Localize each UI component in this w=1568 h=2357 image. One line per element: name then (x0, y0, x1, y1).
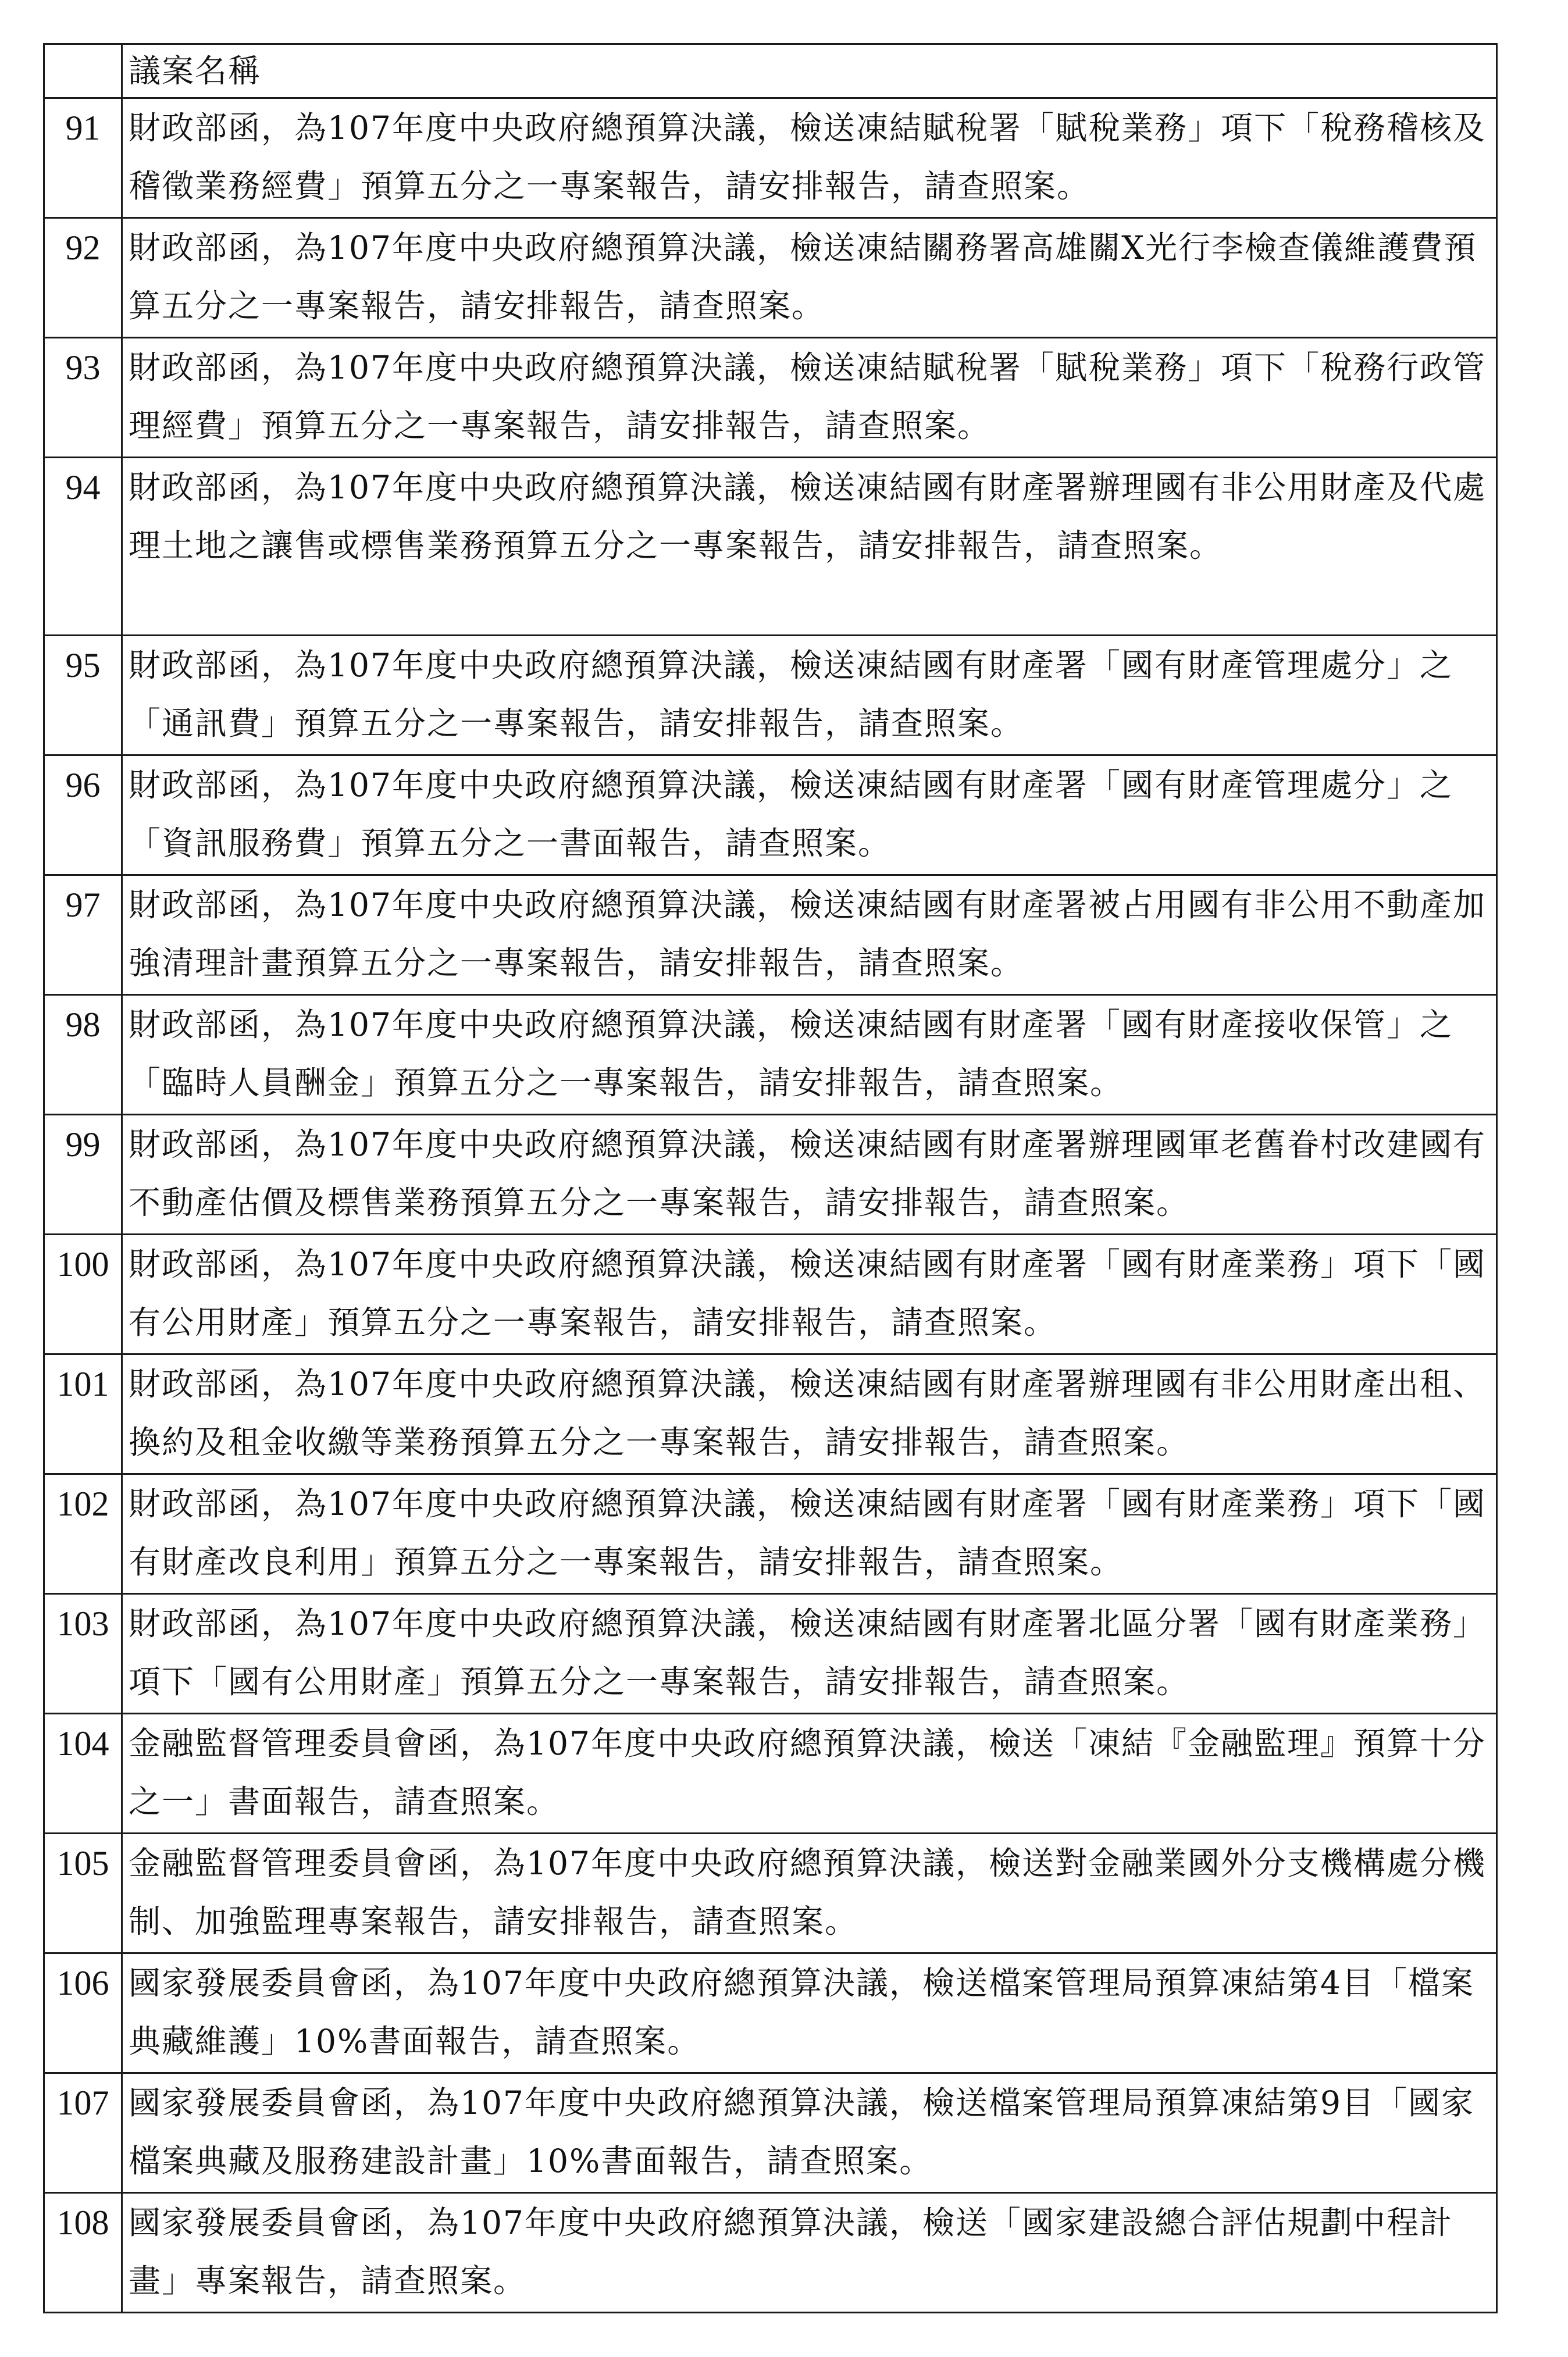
row-number: 103 (56, 1604, 109, 1643)
row-number: 94 (65, 468, 101, 507)
header-title-cell (122, 44, 1497, 98)
row-number: 93 (65, 348, 101, 387)
row-number-cell (44, 1714, 122, 1834)
row-title-cell (122, 218, 1497, 338)
row-number-cell (44, 1235, 122, 1354)
row-title-cell (122, 1115, 1497, 1235)
row-title: 金融監督管理委員會函，為107年度中央政府總預算決議，檢送「凍結『金融監理』預算十分之一」書面報告，請查照案。 (129, 1725, 1486, 1820)
row-title-cell (122, 1235, 1497, 1354)
row-title-cell (122, 995, 1497, 1115)
table-row (44, 1834, 1497, 1953)
row-number: 98 (65, 1005, 101, 1044)
row-number-cell (44, 1834, 122, 1953)
row-number-cell (44, 1474, 122, 1594)
table-row (44, 1235, 1497, 1354)
row-title: 財政部函，為107年度中央政府總預算決議，檢送凍結國有財產署「國有財產接收保管」之「臨時人員酬金」預算五分之一專案報告，請安排報告，請查照案。 (129, 1006, 1453, 1101)
row-number-cell (44, 755, 122, 875)
row-number-cell (44, 1953, 122, 2073)
table-row (44, 1714, 1497, 1834)
row-title: 財政部函，為107年度中央政府總預算決議，檢送凍結國有財產署「國有財產管理處分」之「通訊費」預算五分之一專案報告，請安排報告，請查照案。 (129, 647, 1453, 742)
row-number: 92 (65, 229, 101, 267)
table-row (44, 218, 1497, 338)
table-row (44, 2073, 1497, 2193)
row-title: 國家發展委員會函，為107年度中央政府總預算決議，檢送「國家建設總合評估規劃中程計畫」專案報告，請查照案。 (129, 2204, 1453, 2299)
table-row (44, 1354, 1497, 1474)
row-title: 財政部函，為107年度中央政府總預算決議，檢送凍結國有財產署辦理國有非公用財產出租、換約及租金收繳等業務預算五分之一專案報告，請安排報告，請查照案。 (129, 1365, 1486, 1461)
row-title: 財政部函，為107年度中央政府總預算決議，檢送凍結國有財產署辦理國有非公用財產及代處理土地之讓售或標售業務預算五分之一專案報告，請安排報告，請查照案。 (129, 469, 1486, 564)
row-number-cell (44, 995, 122, 1115)
table-row (44, 458, 1497, 636)
row-title-cell (122, 1714, 1497, 1834)
row-number-cell (44, 636, 122, 755)
row-number: 96 (65, 766, 101, 804)
row-number: 97 (65, 886, 101, 924)
table-row (44, 1953, 1497, 2073)
row-number-cell (44, 875, 122, 995)
table-row (44, 98, 1497, 218)
row-title-cell (122, 1594, 1497, 1714)
table-row (44, 1594, 1497, 1714)
row-number: 107 (56, 2084, 109, 2122)
row-number-cell (44, 1594, 122, 1714)
table-row (44, 1474, 1497, 1594)
row-number: 106 (56, 1964, 109, 2002)
row-title: 國家發展委員會函，為107年度中央政府總預算決議，檢送檔案管理局預算凍結第9目「國家檔案典藏及服務建設計畫」10%書面報告，請查照案。 (129, 2084, 1474, 2180)
row-number-cell (44, 1115, 122, 1235)
table-row (44, 338, 1497, 458)
table-row (44, 636, 1497, 755)
row-number: 104 (56, 1724, 109, 1763)
row-number-cell (44, 98, 122, 218)
row-title-cell (122, 98, 1497, 218)
row-number: 100 (56, 1245, 109, 1283)
row-title: 國家發展委員會函，為107年度中央政府總預算決議，檢送檔案管理局預算凍結第4目「檔案典藏維護」10%書面報告，請查照案。 (129, 1964, 1474, 2060)
row-number: 108 (56, 2203, 109, 2242)
table-row (44, 995, 1497, 1115)
row-title-cell (122, 875, 1497, 995)
row-number-cell (44, 2193, 122, 2313)
row-title: 財政部函，為107年度中央政府總預算決議，檢送凍結國有財產署「國有財產管理處分」之「資訊服務費」預算五分之一書面報告，請查照案。 (129, 766, 1453, 862)
row-title: 金融監督管理委員會函，為107年度中央政府總預算決議，檢送對金融業國外分支機構處分機制、加強監理專案報告，請安排報告，請查照案。 (129, 1845, 1486, 1940)
row-title-cell (122, 1834, 1497, 1953)
row-title: 財政部函，為107年度中央政府總預算決議，檢送凍結國有財產署「國有財產業務」項下「國有財產改良利用」預算五分之一專案報告，請安排報告，請查照案。 (129, 1485, 1486, 1581)
table-row (44, 755, 1497, 875)
row-title: 財政部函，為107年度中央政府總預算決議，檢送凍結賦稅署「賦稅業務」項下「稅務行政管理經費」預算五分之一專案報告，請安排報告，請查照案。 (129, 349, 1486, 444)
row-number-cell (44, 2073, 122, 2193)
row-number: 99 (65, 1125, 101, 1164)
row-number: 105 (56, 1844, 109, 1882)
row-title-cell (122, 1354, 1497, 1474)
row-number-cell (44, 218, 122, 338)
row-number: 91 (65, 109, 101, 147)
header-title: 議案名稱 (129, 52, 262, 90)
row-title: 財政部函，為107年度中央政府總預算決議，檢送凍結國有財產署北區分署「國有財產業務」項下「國有公用財產」預算五分之一專案報告，請安排報告，請查照案。 (129, 1605, 1486, 1700)
table-row (44, 2193, 1497, 2313)
row-number: 101 (56, 1365, 109, 1403)
row-number-cell (44, 1354, 122, 1474)
row-title: 財政部函，為107年度中央政府總預算決議，檢送凍結賦稅署「賦稅業務」項下「稅務稽核及稽徵業務經費」預算五分之一專案報告，請安排報告，請查照案。 (129, 109, 1486, 205)
row-title-cell (122, 338, 1497, 458)
row-number-cell (44, 338, 122, 458)
row-title: 財政部函，為107年度中央政府總預算決議，檢送凍結國有財產署被占用國有非公用不動產加強清理計畫預算五分之一專案報告，請安排報告，請查照案。 (129, 886, 1486, 982)
row-title: 財政部函，為107年度中央政府總預算決議，檢送凍結國有財產署辦理國軍老舊眷村改建國有不動產估價及標售業務預算五分之一專案報告，請安排報告，請查照案。 (129, 1126, 1486, 1221)
header-number-cell (44, 44, 122, 98)
row-title: 財政部函，為107年度中央政府總預算決議，檢送凍結關務署高雄關X光行李檢查儀維護費預算五分之一專案報告，請安排報告，請查照案。 (129, 229, 1477, 325)
row-title: 財政部函，為107年度中央政府總預算決議，檢送凍結國有財產署「國有財產業務」項下「國有公用財產」預算五分之一專案報告，請安排報告，請查照案。 (129, 1246, 1486, 1341)
table-row (44, 1115, 1497, 1235)
row-title-cell (122, 1474, 1497, 1594)
row-number: 102 (56, 1485, 109, 1523)
row-title-cell (122, 1953, 1497, 2073)
table-row (44, 875, 1497, 995)
row-number: 95 (65, 646, 101, 684)
row-number-cell (44, 458, 122, 636)
table-header-row (44, 44, 1497, 98)
row-title-cell (122, 636, 1497, 755)
row-title-cell (122, 2193, 1497, 2313)
bill-table (43, 43, 1498, 2313)
row-title-cell (122, 2073, 1497, 2193)
row-title-cell (122, 458, 1497, 636)
row-title-cell (122, 755, 1497, 875)
